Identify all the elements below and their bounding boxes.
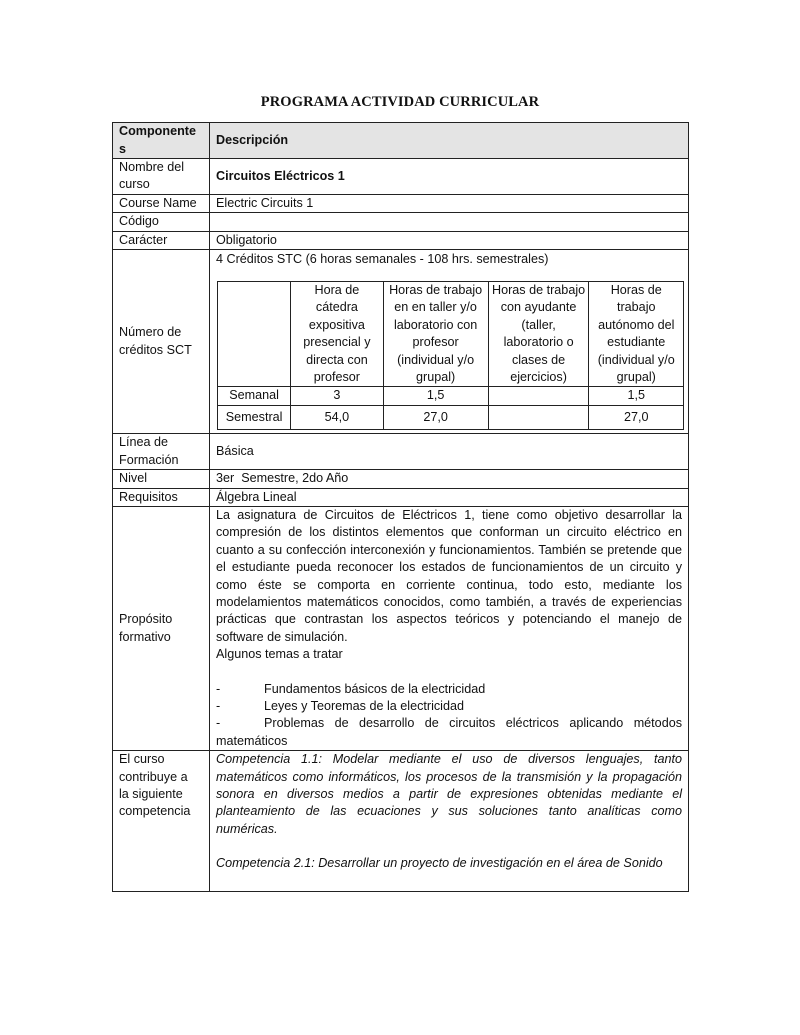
topic-item <box>216 698 682 715</box>
row-caracter <box>113 231 689 249</box>
label-line: Propósito <box>119 612 173 627</box>
topic-text: Leyes y Teoremas de la electricidad <box>264 698 464 713</box>
credits-summary: 4 Créditos STC (6 horas semanales - 108 hrs. semestrales) <box>216 252 549 267</box>
label-linea-formacion <box>113 434 210 470</box>
row-nivel <box>113 470 689 488</box>
row-linea-formacion <box>113 434 689 470</box>
hours-row-label: Semestral <box>218 405 291 429</box>
hours-row-semestral <box>218 405 684 429</box>
hours-header-empty <box>218 282 291 387</box>
row-codigo <box>113 213 689 231</box>
proposito-paragraph: La asignatura de Circuitos de Eléctricos 1, tiene como objetivo desarrollar la compresión de los distintos elementos que conforman un circuito eléctrico en cuanto a su confección interconexión y funcionamientos. También se pretende que el estudiante pueda reconocer los estados de funcionamientos de un circuito y como éste se comporta en corriente continua, todo esto, mediante los modelamientos matemáticos conocidos, como también, a través de experiencias prácticas que contrastan los aspectos teóricos y potenciando el manejo de software de simulación. <box>216 507 682 644</box>
value-nivel: 3er Semestre, 2do Año <box>210 470 689 488</box>
hours-header-autonomo: Horas de trabajo autónomo del estudiante (individual y/o grupal) <box>589 282 684 387</box>
document-title: PROGRAMA ACTIVIDAD CURRICULAR <box>260 94 540 110</box>
topic-item <box>216 681 682 698</box>
hours-cell <box>488 387 589 405</box>
hours-row-semanal <box>218 387 684 405</box>
value-creditos <box>210 250 689 434</box>
label-line: El curso <box>119 752 165 767</box>
label-caracter: Carácter <box>113 231 210 249</box>
label-course-name: Course Name <box>113 194 210 212</box>
value-competencia <box>210 751 689 892</box>
label-nombre-curso <box>113 159 210 195</box>
value-caracter: Obligatorio <box>210 231 689 249</box>
hours-cell <box>488 405 589 429</box>
label-competencia <box>113 751 210 892</box>
label-creditos <box>113 250 210 434</box>
label-line: formativo <box>119 629 171 644</box>
label-line: contribuye a <box>119 769 188 784</box>
value-linea-formacion: Básica <box>210 434 689 470</box>
hours-cell: 27,0 <box>383 405 488 429</box>
spacer <box>216 664 682 681</box>
topic-item <box>216 715 682 750</box>
header-componentes-line1: Componente <box>119 124 196 139</box>
hours-row-label: Semanal <box>218 387 291 405</box>
table-header-row <box>113 123 689 159</box>
label-line: Número de <box>119 325 182 340</box>
hours-cell: 27,0 <box>589 405 684 429</box>
label-requisitos: Requisitos <box>113 488 210 506</box>
row-proposito <box>113 506 689 750</box>
row-course-name <box>113 194 689 212</box>
value-codigo <box>210 213 689 231</box>
header-componentes-line2: s <box>119 141 127 156</box>
value-proposito <box>210 506 689 750</box>
hours-header-taller: Horas de trabajo en en taller y/o laboratorio con profesor (individual y/o grupal) <box>383 282 488 387</box>
label-nivel: Nivel <box>113 470 210 488</box>
row-requisitos <box>113 488 689 506</box>
label-line: competencia <box>119 804 191 819</box>
hours-cell: 1,5 <box>383 387 488 405</box>
value-course-name: Electric Circuits 1 <box>210 194 689 212</box>
spacer <box>216 838 682 855</box>
row-competencia <box>113 751 689 892</box>
curriculum-table <box>112 122 689 892</box>
topic-text: Fundamentos básicos de la electricidad <box>264 681 486 696</box>
hours-header-ayudante: Horas de trabajo con ayudante (taller, laboratorio o clases de ejercicios) <box>488 282 589 387</box>
value-nombre-curso: Circuitos Eléctricos 1 <box>210 159 689 195</box>
topics-intro: Algunos temas a tratar <box>216 647 343 662</box>
label-line: la siguiente <box>119 787 183 801</box>
hours-cell: 1,5 <box>589 387 684 405</box>
label-line: Línea de <box>119 435 169 450</box>
label-line: Nombre del <box>119 160 185 174</box>
header-componentes <box>113 123 210 159</box>
header-descripcion: Descripción <box>210 123 689 159</box>
label-line: Formación <box>119 452 179 467</box>
row-nombre-curso <box>113 159 689 195</box>
hours-cell: 3 <box>291 387 383 405</box>
dash-bullet-icon: - <box>216 698 221 713</box>
label-line: créditos SCT <box>119 342 192 357</box>
row-creditos <box>113 250 689 434</box>
topic-text: Problemas de desarrollo de circuitos eléctricos aplicando métodos matemáticos <box>216 716 682 748</box>
dash-bullet-icon: - <box>216 716 221 731</box>
hours-header-catedra: Hora de cátedra expositiva presencial y directa con profesor <box>291 282 383 387</box>
dash-bullet-icon: - <box>216 681 221 696</box>
competencia-2-1: Competencia 2.1: Desarrollar un proyecto de investigación en el área de Sonido <box>216 856 663 871</box>
label-proposito <box>113 506 210 750</box>
hours-header-row <box>218 282 684 387</box>
hours-cell: 54,0 <box>291 405 383 429</box>
hours-table <box>217 281 684 430</box>
competencia-1-1: Competencia 1.1: Modelar mediante el uso de diversos lenguajes, tanto matemáticos como informáticos, los procesos de la transmisión y la propagación sonora en diversos medios a partir de expresiones obtenidas mediante el planteamiento de las ecuaciones y sus soluciones tanto analíticas como numéricas. <box>216 752 682 836</box>
label-line: curso <box>119 177 150 192</box>
value-requisitos: Álgebra Lineal <box>210 488 689 506</box>
label-codigo: Código <box>113 213 210 231</box>
